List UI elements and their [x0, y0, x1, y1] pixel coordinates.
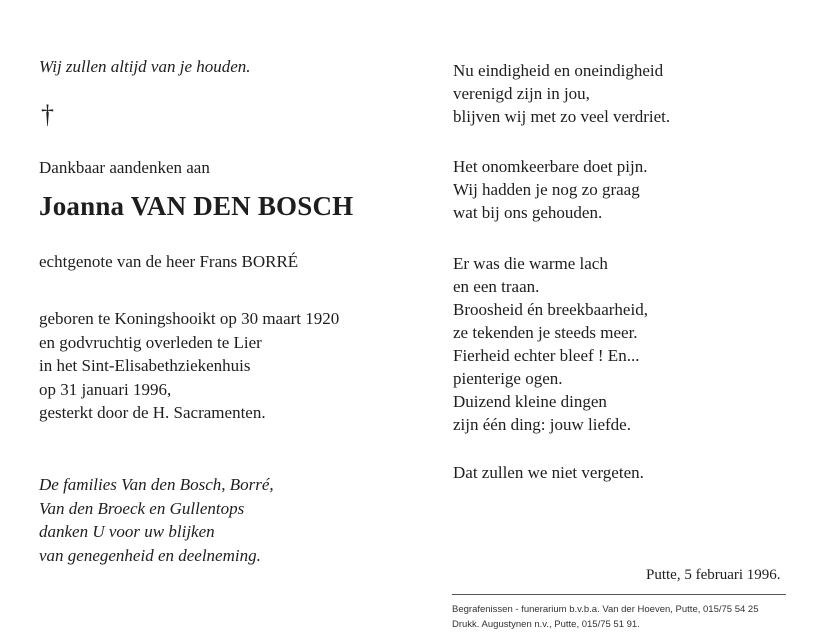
deceased-name: Joanna VAN DEN BOSCH	[39, 191, 354, 221]
poem-line: Dat zullen we niet vergeten.	[453, 463, 644, 482]
remembrance-heading: Dankbaar aandenken aan	[39, 158, 210, 177]
poem-line: ze tekenden je steeds meer.	[453, 323, 638, 342]
poem-line: blijven wij met zo veel verdriet.	[453, 107, 671, 126]
poem-line: en een traan.	[453, 277, 540, 296]
poem-line: verenigd zijn in jou,	[453, 84, 590, 103]
thanks-line: Van den Broeck en Gullentops	[39, 498, 245, 518]
cross-icon: †	[41, 100, 54, 129]
poem-line: Broosheid én breekbaarheid,	[453, 300, 648, 319]
poem-line: Nu eindigheid en oneindigheid	[453, 61, 664, 80]
thanks-line: De families Van den Bosch, Borré,	[39, 475, 274, 494]
credit-line: Drukk. Augustynen n.v., Putte, 015/75 51 91.	[452, 619, 640, 630]
poem-line: Er was die warme lach	[453, 254, 608, 273]
poem-line: Duizend kleine dingen	[453, 392, 607, 411]
bio-line: in het Sint-Elisabethziekenhuis	[39, 356, 251, 375]
poem-line: Het onomkeerbare doet pijn.	[453, 157, 648, 176]
thanks-line: danken U voor uw blijken	[39, 522, 215, 541]
poem-line: Wij hadden je nog zo graag	[453, 180, 640, 199]
poem-stanza	[453, 461, 644, 484]
bio-line: geboren te Koningshooikt op 30 maart 1920	[39, 309, 340, 328]
poem-line: Fierheid echter bleef ! En...	[453, 346, 640, 365]
spouse-line: echtgenote van de heer Frans BORRÉ	[39, 252, 299, 271]
bio-line: en godvruchtig overleden te Lier	[39, 332, 262, 352]
thanks-line: van genegenheid en deelneming.	[39, 545, 261, 565]
poem-stanza	[453, 155, 648, 224]
biography	[39, 307, 339, 425]
motto: Wij zullen altijd van je houden.	[39, 57, 251, 76]
poem-line: wat bij ons gehouden.	[453, 203, 603, 222]
poem-line: pienterige ogen.	[453, 369, 563, 388]
bio-line: gesterkt door de H. Sacramenten.	[39, 403, 266, 422]
printer-credits	[452, 602, 758, 632]
poem-line: zijn één ding: jouw liefde.	[453, 415, 631, 434]
credit-line: Begrafenissen - funerarium b.v.b.a. Van der Hoeven, Putte, 015/75 54 25	[452, 604, 759, 615]
divider	[452, 594, 786, 595]
place-and-date: Putte, 5 februari 1996.	[646, 567, 781, 583]
poem-stanza	[453, 59, 670, 128]
family-thanks	[39, 473, 274, 567]
poem-stanza	[453, 252, 648, 436]
bio-line: op 31 januari 1996,	[39, 379, 172, 399]
